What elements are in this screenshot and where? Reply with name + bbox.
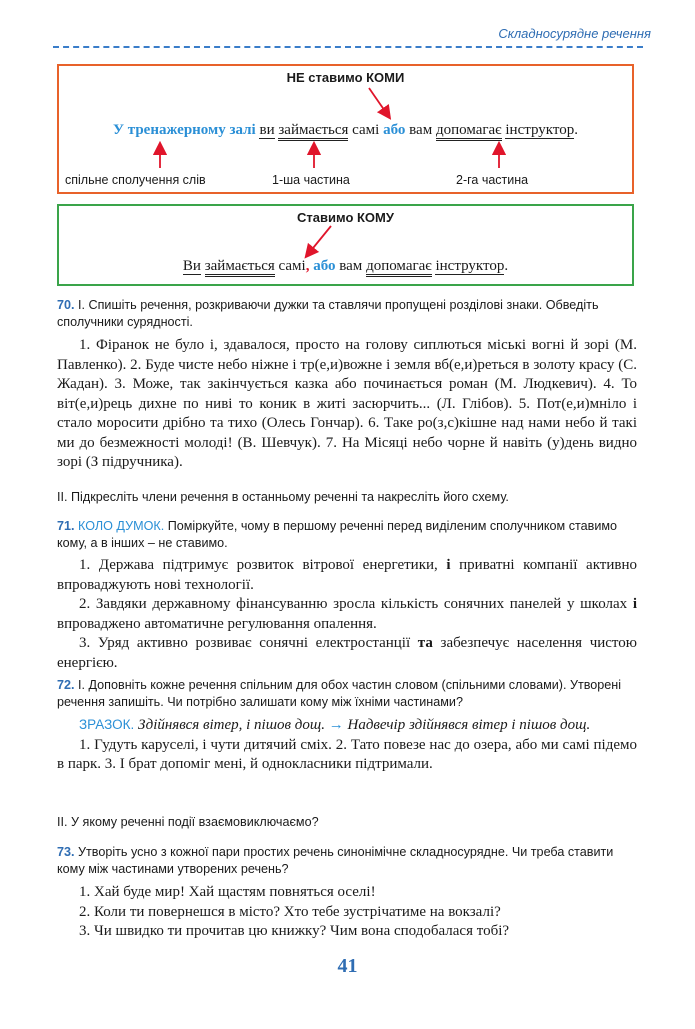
conjunction: або [313,258,336,274]
task-72-text [57,715,637,775]
task-71-text [57,556,637,673]
sample-after: Надвечір здійнявся вітер і пішов дощ. [343,717,591,733]
page-number: 41 [337,955,358,977]
task-number: 70. [57,298,75,312]
sentence-pair-3: 3. Чи швидко ти прочитав цю книжку? Чим вона сподобалася тобі? [79,923,510,939]
sentence-3 [57,634,637,673]
red-arrows [59,66,636,196]
word: самі [352,122,380,138]
instruction-text: І. Доповніть кожне речення спільним для обох частин словом (спільними словами). Утворені речення запишіть. Чи потрібно залишати кому між їхніми частинами? [57,678,622,709]
common-phrase: У тренажерному залі [113,122,256,138]
highlighted-conjunction: і [446,557,451,573]
text-part: 3. Уряд активно розвиває сонячні електростанції [79,635,418,651]
text-part: 1. Держава підтримує розвиток вітрової енергетики, [79,557,447,573]
highlighted-conjunction: та [417,635,433,651]
text-part: 2. Завдяки державному фінансуванню зросла кількість сонячних панелей у школах [79,596,633,612]
rule-title-comma: Ставимо КОМУ [297,210,394,225]
sample-before: Здійнявся вітер, і пішов дощ. [134,717,329,733]
rule-title-no-comma: НЕ ставимо КОМИ [286,70,405,85]
task-70-part-2: ІІ. Підкресліть члени речення в останньому реченні та накресліть його схему. [57,490,509,504]
caption-part-2: 2-га частина [456,173,529,187]
word: вам [339,258,363,274]
subject-2: інструктор [505,122,575,138]
arrow-to-comma [309,226,331,253]
period: . [504,258,509,274]
text-part: забезпечує населення чистою енергією. [57,635,637,671]
word: вам [409,122,433,138]
arrow-icon: → [328,717,344,733]
subject-1: ви [259,122,275,138]
sample-label: ЗРАЗОК. [79,717,135,732]
task-70-instruction [57,297,637,331]
rule-box-no-comma [57,64,634,194]
sentence-1 [57,556,637,595]
predicate-2: допомагає [436,122,502,141]
highlighted-conjunction: і [632,596,637,612]
caption-common-phrase: спільне сполучення слів [65,173,206,187]
arrow-to-conjunction [369,88,387,114]
sentence-pair-1: 1. Хай буде мир! Хай щастям повняться оселі! [79,884,376,900]
task-72-part-2: ІІ. У якому реченні події взаємовиключаємо? [57,815,319,829]
sentence-2 [57,595,637,634]
caption-part-1: 1-ша частина [272,173,350,187]
subject-2: інструктор [435,258,505,274]
instruction-text: І. Спишіть речення, розкриваючи дужки та ставлячи пропущені розділові знаки. Обведіть сполучники сурядності. [57,298,599,329]
subject-1: Ви [182,258,201,274]
task-71-instruction [57,518,637,552]
running-header: Складносурядне речення [498,26,651,41]
sentence-pair-2: 2. Коли ти повернешся в місто? Хто тебе зустрічатиме на вокзалі? [79,903,501,920]
task-72-instruction [57,677,637,711]
instruction-text: Поміркуйте, чому в першому реченні перед виділеним сполучником ставимо кому, а в інших – не ставимо. [57,519,618,550]
task-70-text [57,336,637,473]
period: . [574,122,578,138]
exercise-paragraph: 1. Гудуть каруселі, і чути дитячий сміх. 2. Тато повезе нас до озера, або ми самі підемо в парк. 3. І брат допоміг мені, й однокласники підтримали. [57,736,637,772]
instruction-text: Утворіть усно з кожної пари простих речень синонімічне складносурядне. Чи треба ставити кому між частинами утворених речень? [57,845,614,876]
word: самі [278,258,306,274]
conjunction: або [383,122,406,138]
exercise-paragraph: 1. Фіранок не було і, здавалося, просто на голову сиплються міські вогні й зорі (М. Павленко). 2. Буде чисте небо ніжне і тр(е,и)вожне і земля вб(е,и)реться в золоту красу (С. Жадан). 3. Може, так закінчується казка або починається роман (М. Людкевич). 4. То віт(е,и)рець дихне по ниві то коник в житі засюрчить... (Л. Глібов). 5. Пот(е,и)мніло і стало моросити дрібно та тихо (Олесь Гончар). 6. Таке ро(з,с)кішне над нами небо й такі ми до безмежності молоді! (В. Шевчук). 7. На Місяці небо чорне й навіть (у)день видно зорі (З підручника). [57,337,637,470]
rule-box-comma [57,204,634,286]
task-number: 72. [57,678,75,692]
task-label: КОЛО ДУМОК. [74,519,165,533]
task-73-text [57,883,637,942]
task-73-instruction [57,844,637,878]
task-number: 71. [57,519,75,533]
predicate-1: займається [278,122,348,141]
task-number: 73. [57,845,75,859]
red-arrow-comma [59,206,636,288]
sample [57,715,637,736]
header-divider [53,46,643,48]
text-part: приватні компанії активно впроваджують нові технології. [57,557,637,593]
comma-mark: , [305,258,310,274]
predicate-2: допомагає [366,258,432,277]
predicate-1: займається [205,258,275,277]
text-part: впроваджено автоматичне регулювання опалення. [57,615,377,632]
